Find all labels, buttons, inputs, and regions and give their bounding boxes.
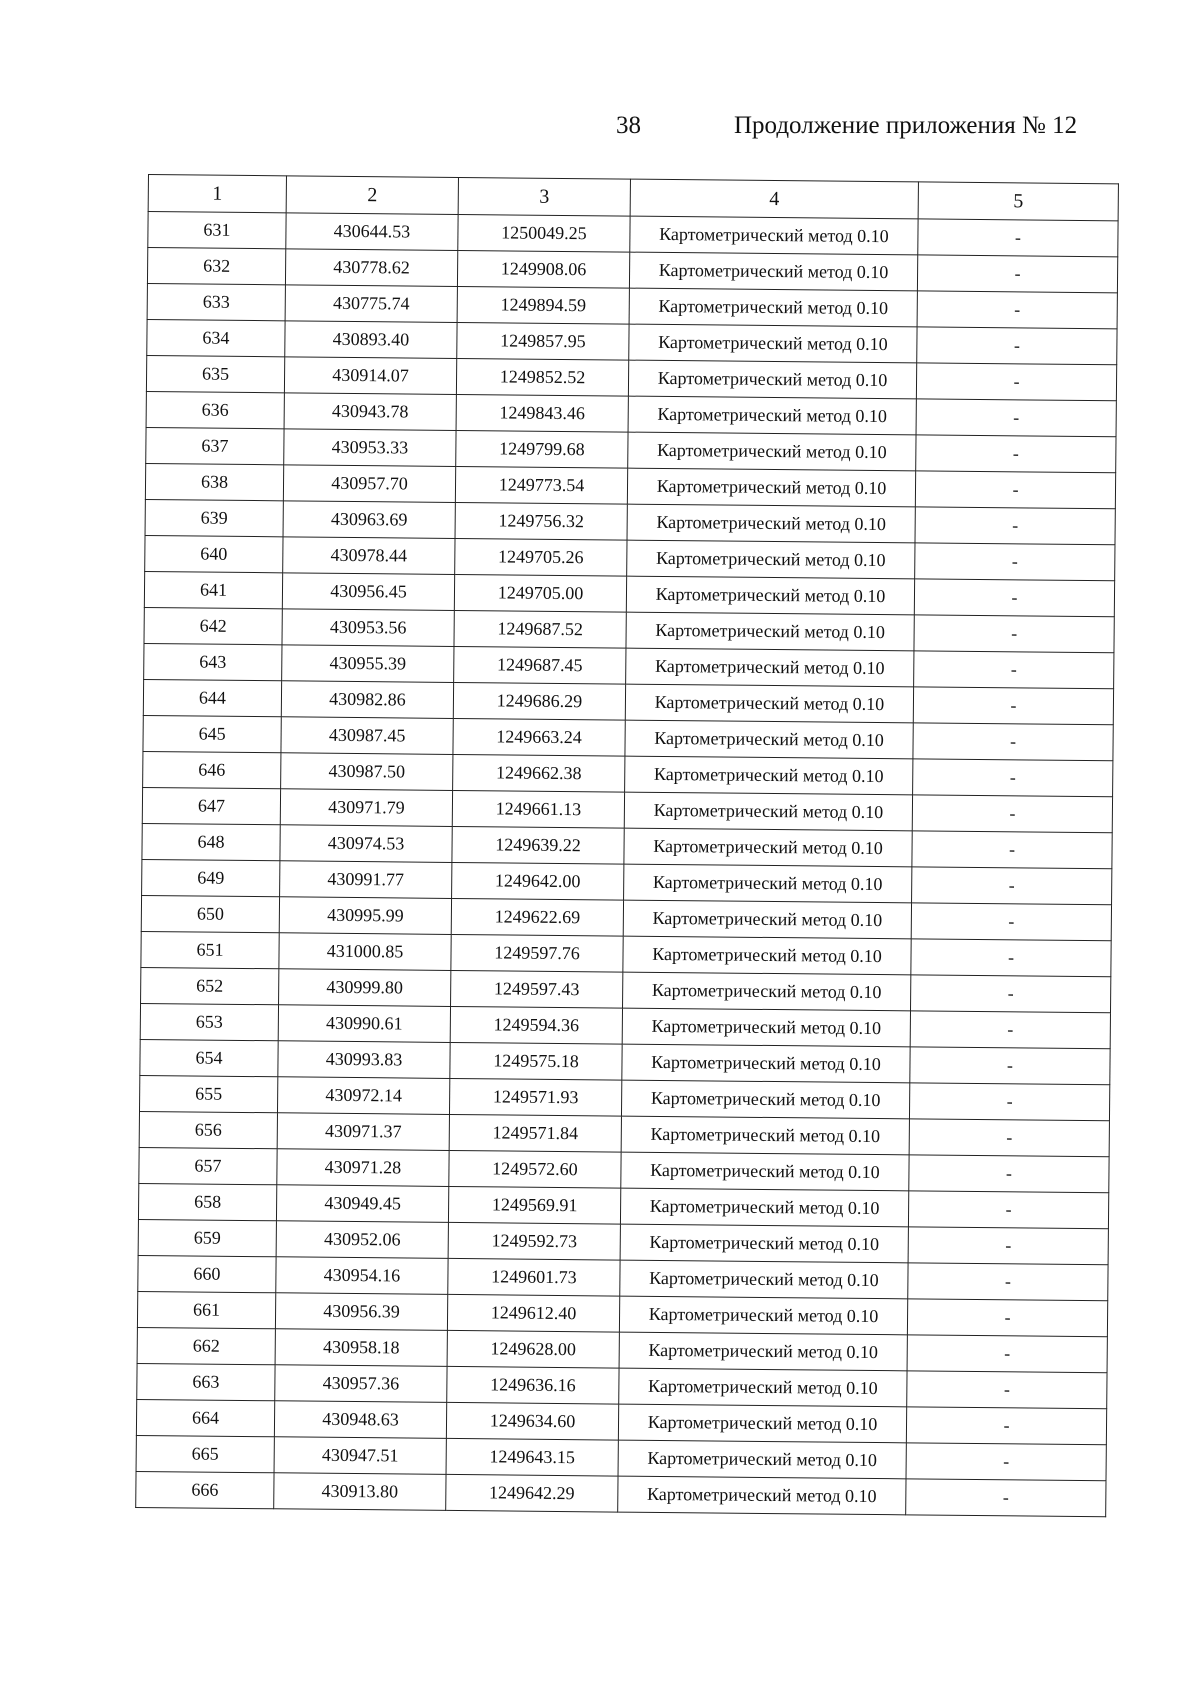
- x-coordinate-cell: 430947.51: [274, 1437, 446, 1475]
- point-number-cell: 657: [139, 1147, 277, 1184]
- method-cell: Картометрический метод 0.10: [623, 900, 911, 939]
- point-number-cell: 662: [137, 1327, 275, 1364]
- y-coordinate-cell: 1249642.29: [446, 1474, 618, 1512]
- note-cell: -: [908, 1227, 1108, 1265]
- point-number-cell: 640: [145, 535, 283, 572]
- point-number-cell: 653: [140, 1003, 278, 1040]
- point-number-cell: 659: [138, 1219, 276, 1256]
- y-coordinate-cell: 1249852.52: [456, 358, 628, 396]
- method-cell: Картометрический метод 0.10: [624, 864, 912, 903]
- method-cell: Картометрический метод 0.10: [621, 1116, 909, 1155]
- x-coordinate-cell: 430644.53: [286, 213, 458, 251]
- note-cell: -: [913, 723, 1113, 761]
- x-coordinate-cell: 430987.50: [281, 753, 453, 791]
- method-cell: Картометрический метод 0.10: [626, 648, 914, 687]
- point-number-cell: 637: [146, 427, 284, 464]
- method-cell: Картометрический метод 0.10: [626, 576, 914, 615]
- y-coordinate-cell: 1249705.26: [455, 538, 627, 576]
- x-coordinate-cell: 430956.39: [275, 1293, 447, 1331]
- column-header: 1: [148, 175, 286, 213]
- note-cell: -: [914, 579, 1114, 617]
- x-coordinate-cell: 430963.69: [283, 501, 455, 539]
- y-coordinate-cell: 1249661.13: [452, 790, 624, 828]
- x-coordinate-cell: 430952.06: [276, 1221, 448, 1259]
- method-cell: Картометрический метод 0.10: [618, 1404, 906, 1443]
- method-cell: Картометрический метод 0.10: [625, 756, 913, 795]
- note-cell: -: [909, 1155, 1109, 1193]
- method-cell: Картометрический метод 0.10: [628, 360, 916, 399]
- y-coordinate-cell: 1249571.84: [449, 1114, 621, 1152]
- x-coordinate-cell: 430956.45: [282, 573, 454, 611]
- note-cell: -: [914, 651, 1114, 689]
- point-number-cell: 647: [142, 787, 280, 824]
- y-coordinate-cell: 1249843.46: [456, 394, 628, 432]
- y-coordinate-cell: 1249575.18: [450, 1042, 622, 1080]
- x-coordinate-cell: 430893.40: [285, 321, 457, 359]
- point-number-cell: 652: [141, 967, 279, 1004]
- method-cell: Картометрический метод 0.10: [619, 1368, 907, 1407]
- method-cell: Картометрический метод 0.10: [629, 288, 917, 327]
- method-cell: Картометрический метод 0.10: [630, 216, 918, 255]
- point-number-cell: 643: [144, 643, 282, 680]
- column-header: 2: [286, 176, 458, 215]
- y-coordinate-cell: 1249622.69: [451, 898, 623, 936]
- point-number-cell: 644: [143, 679, 281, 716]
- y-coordinate-cell: 1249894.59: [457, 286, 629, 324]
- method-cell: Картометрический метод 0.10: [629, 324, 917, 363]
- note-cell: -: [911, 975, 1111, 1013]
- note-cell: -: [913, 687, 1113, 725]
- method-cell: Картометрический метод 0.10: [627, 468, 915, 507]
- point-number-cell: 663: [137, 1363, 275, 1400]
- point-number-cell: 651: [141, 931, 279, 968]
- y-coordinate-cell: 1249756.32: [455, 502, 627, 540]
- note-cell: -: [916, 435, 1116, 473]
- page-header: [0, 112, 1200, 152]
- y-coordinate-cell: 1249628.00: [447, 1330, 619, 1368]
- point-number-cell: 631: [148, 212, 286, 249]
- column-header: 3: [458, 177, 630, 216]
- method-cell: Картометрический метод 0.10: [620, 1224, 908, 1263]
- note-cell: -: [910, 1047, 1110, 1085]
- note-cell: -: [910, 1011, 1110, 1049]
- x-coordinate-cell: 430957.70: [283, 465, 455, 503]
- note-cell: -: [917, 255, 1117, 293]
- point-number-cell: 635: [146, 355, 284, 392]
- y-coordinate-cell: 1249642.00: [452, 862, 624, 900]
- method-cell: Картометрический метод 0.10: [622, 1044, 910, 1083]
- note-cell: -: [912, 795, 1112, 833]
- note-cell: -: [915, 543, 1115, 581]
- y-coordinate-cell: 1249857.95: [457, 322, 629, 360]
- x-coordinate-cell: 430953.33: [284, 429, 456, 467]
- x-coordinate-cell: 430971.28: [277, 1149, 449, 1187]
- note-cell: -: [914, 615, 1114, 653]
- x-coordinate-cell: 430982.86: [281, 681, 453, 719]
- method-cell: Картометрический метод 0.10: [623, 936, 911, 975]
- method-cell: Картометрический метод 0.10: [624, 792, 912, 831]
- note-cell: -: [906, 1443, 1106, 1481]
- method-cell: Картометрический метод 0.10: [624, 828, 912, 867]
- y-coordinate-cell: 1249908.06: [457, 250, 629, 288]
- y-coordinate-cell: 1249639.22: [452, 826, 624, 864]
- x-coordinate-cell: 430974.53: [280, 825, 452, 863]
- point-number-cell: 658: [138, 1183, 276, 1220]
- method-cell: Картометрический метод 0.10: [625, 684, 913, 723]
- y-coordinate-cell: 1249571.93: [449, 1078, 621, 1116]
- point-number-cell: 636: [146, 391, 284, 428]
- y-coordinate-cell: 1249705.00: [454, 574, 626, 612]
- method-cell: Картометрический метод 0.10: [622, 1008, 910, 1047]
- x-coordinate-cell: 430914.07: [284, 357, 456, 395]
- y-coordinate-cell: 1249663.24: [453, 718, 625, 756]
- y-coordinate-cell: 1249687.52: [454, 610, 626, 648]
- x-coordinate-cell: 430971.79: [280, 789, 452, 827]
- note-cell: -: [915, 471, 1115, 509]
- y-coordinate-cell: 1249636.16: [447, 1366, 619, 1404]
- point-number-cell: 649: [142, 859, 280, 896]
- note-cell: -: [909, 1119, 1109, 1157]
- note-cell: -: [909, 1083, 1109, 1121]
- x-coordinate-cell: 430943.78: [284, 393, 456, 431]
- note-cell: -: [912, 831, 1112, 869]
- note-cell: -: [915, 507, 1115, 545]
- column-header: 4: [630, 179, 918, 219]
- method-cell: Картометрический метод 0.10: [618, 1440, 906, 1479]
- table-body: [136, 212, 1118, 1517]
- point-number-cell: 656: [139, 1111, 277, 1148]
- page-number: 38: [616, 112, 641, 139]
- point-number-cell: 660: [138, 1255, 276, 1292]
- method-cell: Картометрический метод 0.10: [627, 540, 915, 579]
- point-number-cell: 654: [140, 1039, 278, 1076]
- y-coordinate-cell: 1249592.73: [448, 1222, 620, 1260]
- method-cell: Картометрический метод 0.10: [621, 1080, 909, 1119]
- x-coordinate-cell: 431000.85: [279, 933, 451, 971]
- coordinates-table: [135, 174, 1119, 1517]
- point-number-cell: 638: [145, 463, 283, 500]
- y-coordinate-cell: 1249773.54: [455, 466, 627, 504]
- method-cell: Картометрический метод 0.10: [618, 1476, 906, 1515]
- point-number-cell: 632: [147, 248, 285, 285]
- x-coordinate-cell: 430993.83: [278, 1041, 450, 1079]
- point-number-cell: 646: [143, 751, 281, 788]
- note-cell: -: [917, 327, 1117, 365]
- point-number-cell: 639: [145, 499, 283, 536]
- x-coordinate-cell: 430955.39: [282, 645, 454, 683]
- x-coordinate-cell: 430995.99: [279, 897, 451, 935]
- y-coordinate-cell: 1250049.25: [458, 214, 630, 252]
- x-coordinate-cell: 430957.36: [275, 1365, 447, 1403]
- method-cell: Картометрический метод 0.10: [623, 972, 911, 1011]
- point-number-cell: 641: [144, 571, 282, 608]
- note-cell: -: [916, 363, 1116, 401]
- method-cell: Картометрический метод 0.10: [620, 1188, 908, 1227]
- note-cell: -: [912, 867, 1112, 905]
- note-cell: -: [911, 939, 1111, 977]
- y-coordinate-cell: 1249799.68: [456, 430, 628, 468]
- point-number-cell: 648: [142, 823, 280, 860]
- x-coordinate-cell: 430775.74: [285, 285, 457, 323]
- x-coordinate-cell: 430978.44: [283, 537, 455, 575]
- y-coordinate-cell: 1249643.15: [446, 1438, 618, 1476]
- point-number-cell: 661: [137, 1291, 275, 1328]
- note-cell: -: [917, 291, 1117, 329]
- x-coordinate-cell: 430987.45: [281, 717, 453, 755]
- y-coordinate-cell: 1249594.36: [450, 1006, 622, 1044]
- point-number-cell: 633: [147, 283, 285, 320]
- note-cell: -: [916, 399, 1116, 437]
- note-cell: -: [908, 1191, 1108, 1229]
- y-coordinate-cell: 1249597.76: [451, 934, 623, 972]
- y-coordinate-cell: 1249612.40: [447, 1294, 619, 1332]
- method-cell: Картометрический метод 0.10: [628, 396, 916, 435]
- note-cell: -: [908, 1263, 1108, 1301]
- x-coordinate-cell: 430999.80: [279, 969, 451, 1007]
- method-cell: Картометрический метод 0.10: [629, 252, 917, 291]
- table-wrapper: [135, 174, 1118, 1517]
- x-coordinate-cell: 430949.45: [276, 1185, 448, 1223]
- note-cell: -: [907, 1335, 1107, 1373]
- note-cell: -: [906, 1407, 1106, 1445]
- x-coordinate-cell: 430971.37: [277, 1113, 449, 1151]
- x-coordinate-cell: 430948.63: [274, 1401, 446, 1439]
- method-cell: Картометрический метод 0.10: [628, 432, 916, 471]
- point-number-cell: 645: [143, 715, 281, 752]
- x-coordinate-cell: 430990.61: [278, 1005, 450, 1043]
- note-cell: -: [907, 1299, 1107, 1337]
- note-cell: -: [913, 759, 1113, 797]
- column-header: 5: [918, 182, 1118, 221]
- y-coordinate-cell: 1249634.60: [446, 1402, 618, 1440]
- note-cell: -: [907, 1371, 1107, 1409]
- x-coordinate-cell: 430972.14: [277, 1077, 449, 1115]
- method-cell: Картометрический метод 0.10: [619, 1332, 907, 1371]
- x-coordinate-cell: 430778.62: [285, 249, 457, 287]
- note-cell: -: [911, 903, 1111, 941]
- x-coordinate-cell: 430991.77: [280, 861, 452, 899]
- method-cell: Картометрический метод 0.10: [626, 612, 914, 651]
- method-cell: Картометрический метод 0.10: [625, 720, 913, 759]
- x-coordinate-cell: 430913.80: [274, 1473, 446, 1511]
- point-number-cell: 665: [136, 1435, 274, 1472]
- y-coordinate-cell: 1249662.38: [453, 754, 625, 792]
- y-coordinate-cell: 1249687.45: [454, 646, 626, 684]
- y-coordinate-cell: 1249601.73: [448, 1258, 620, 1296]
- y-coordinate-cell: 1249572.60: [449, 1150, 621, 1188]
- y-coordinate-cell: 1249569.91: [448, 1186, 620, 1224]
- y-coordinate-cell: 1249686.29: [453, 682, 625, 720]
- x-coordinate-cell: 430958.18: [275, 1329, 447, 1367]
- method-cell: Картометрический метод 0.10: [621, 1152, 909, 1191]
- point-number-cell: 650: [141, 895, 279, 932]
- method-cell: Картометрический метод 0.10: [627, 504, 915, 543]
- method-cell: Картометрический метод 0.10: [619, 1296, 907, 1335]
- point-number-cell: 634: [147, 319, 285, 356]
- y-coordinate-cell: 1249597.43: [451, 970, 623, 1008]
- point-number-cell: 655: [140, 1075, 278, 1112]
- note-cell: -: [918, 219, 1118, 257]
- appendix-title: Продолжение приложения № 12: [734, 112, 1078, 139]
- point-number-cell: 666: [136, 1471, 274, 1508]
- method-cell: Картометрический метод 0.10: [620, 1260, 908, 1299]
- note-cell: -: [906, 1479, 1106, 1517]
- point-number-cell: 664: [136, 1399, 274, 1436]
- point-number-cell: 642: [144, 607, 282, 644]
- x-coordinate-cell: 430953.56: [282, 609, 454, 647]
- x-coordinate-cell: 430954.16: [276, 1257, 448, 1295]
